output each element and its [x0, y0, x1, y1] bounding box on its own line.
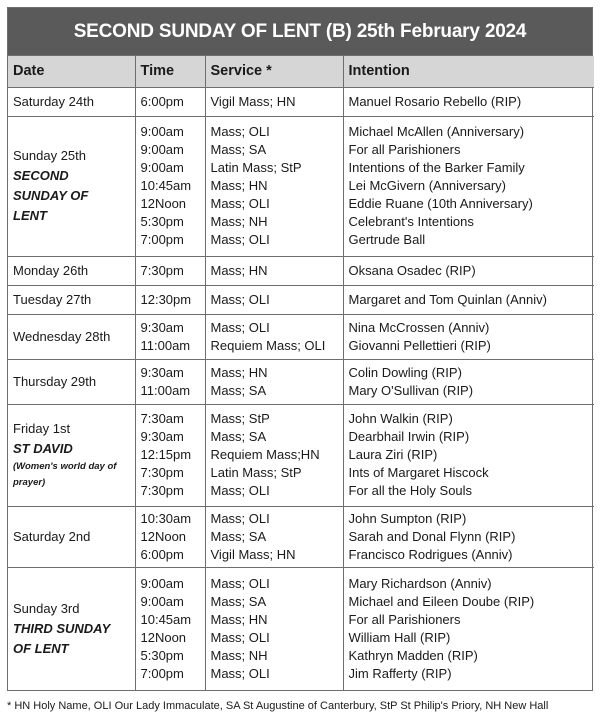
- intention-cell: [343, 506, 594, 567]
- time-cell: [135, 567, 205, 691]
- intention-cell: [343, 359, 594, 404]
- service-cell: [205, 285, 343, 314]
- intention-value: Laura Ziri (RIP): [348, 447, 438, 462]
- note-label: (Women's world day of prayer): [13, 461, 117, 488]
- service-value: Mass; HN: [210, 364, 268, 380]
- service-cell: [205, 506, 343, 567]
- time-value: 12:15pm: [140, 447, 192, 462]
- page-title: SECOND SUNDAY OF LENT (B) 25th February 2024: [8, 8, 592, 56]
- schedule-body: [8, 87, 594, 691]
- date-cell: [8, 359, 135, 404]
- service-cell: [205, 256, 343, 285]
- intention-value: For all the Holy Souls: [348, 483, 473, 498]
- feast-label: ST DAVID: [13, 441, 73, 456]
- intention-value: Mary Richardson (Anniv): [348, 576, 492, 592]
- intention-value: Margaret and Tom Quinlan (Anniv): [348, 291, 547, 307]
- service-value: Mass; HN: [210, 612, 268, 628]
- intention-value: For all Parishioners: [348, 612, 461, 628]
- header-row: [8, 56, 594, 87]
- date-label: Thursday 29th: [13, 373, 97, 389]
- time-value: 12Noon: [140, 196, 187, 211]
- time-value: 12Noon: [140, 528, 187, 544]
- intention-value: Jim Rafferty (RIP): [348, 666, 452, 682]
- intention-value: Intentions of the Barker Family: [348, 160, 525, 175]
- date-cell: [8, 567, 135, 691]
- time-cell: [135, 116, 205, 256]
- schedule-row: [8, 285, 594, 314]
- schedule-row: [8, 404, 594, 506]
- service-value: Mass; OLI: [210, 232, 270, 247]
- intention-value: William Hall (RIP): [348, 630, 451, 646]
- schedule-row: [8, 567, 594, 691]
- service-value: Mass; SA: [210, 382, 267, 398]
- intention-value: Michael and Eileen Doube (RIP): [348, 594, 535, 610]
- intention-value: Manuel Rosario Rebello (RIP): [348, 93, 522, 109]
- date-label: Sunday 3rd: [13, 601, 80, 617]
- date-cell: [8, 314, 135, 359]
- schedule-row: [8, 314, 594, 359]
- intention-value: Colin Dowling (RIP): [348, 364, 462, 380]
- time-value: 9:00am: [140, 160, 184, 175]
- date-label: Saturday 2nd: [13, 528, 91, 544]
- time-value: 11:00am: [140, 382, 191, 398]
- service-value: Mass; OLI: [210, 196, 270, 211]
- service-value: Mass; HN: [210, 178, 268, 193]
- service-cell: [205, 87, 343, 116]
- intention-header: Intention: [343, 56, 594, 87]
- intention-value: Eddie Ruane (10th Anniversary): [348, 196, 533, 211]
- time-value: 6:00pm: [140, 93, 184, 109]
- service-value: Mass; NH: [210, 214, 268, 229]
- service-cell: [205, 567, 343, 691]
- service-value: Requiem Mass; OLI: [210, 337, 326, 353]
- schedule-row: [8, 116, 594, 256]
- time-value: 10:45am: [140, 178, 192, 193]
- intention-value: John Walkin (RIP): [348, 411, 453, 426]
- date-cell: [8, 506, 135, 567]
- time-value: 7:00pm: [140, 232, 184, 247]
- schedule-row: [8, 359, 594, 404]
- service-cell: [205, 314, 343, 359]
- date-label: Saturday 24th: [13, 93, 94, 109]
- service-value: Mass; OLI: [210, 124, 270, 139]
- intention-value: Gertrude Ball: [348, 232, 426, 247]
- service-value: Mass; StP: [210, 411, 270, 426]
- service-value: Vigil Mass; HN: [210, 546, 296, 562]
- time-header: Time: [135, 56, 205, 87]
- intention-value: Celebrant's Intentions: [348, 214, 474, 229]
- service-value: Mass; OLI: [210, 576, 270, 592]
- date-label: Wednesday 28th: [13, 328, 111, 344]
- intention-cell: [343, 314, 594, 359]
- intention-value: John Sumpton (RIP): [348, 510, 467, 526]
- service-cell: [205, 359, 343, 404]
- service-value: Mass; OLI: [210, 666, 270, 682]
- time-value: 12Noon: [140, 630, 187, 646]
- time-value: 6:00pm: [140, 546, 184, 562]
- time-value: 10:30am: [140, 510, 192, 526]
- intention-value: Oksana Osadec (RIP): [348, 262, 476, 278]
- time-cell: [135, 506, 205, 567]
- time-value: 9:30am: [140, 319, 184, 335]
- time-value: 9:00am: [140, 576, 184, 592]
- service-value: Mass; OLI: [210, 319, 270, 335]
- service-value: Mass; SA: [210, 429, 267, 444]
- intention-cell: [343, 87, 594, 116]
- time-cell: [135, 404, 205, 506]
- time-value: 10:45am: [140, 612, 192, 628]
- feast-label: SECOND SUNDAY OF LENT: [13, 168, 89, 223]
- service-value: Mass; HN: [210, 262, 268, 278]
- intention-cell: [343, 567, 594, 691]
- intention-cell: [343, 256, 594, 285]
- time-value: 7:30pm: [140, 262, 184, 278]
- time-value: 7:30pm: [140, 465, 184, 480]
- time-value: 7:30am: [140, 411, 184, 426]
- footnote: * HN Holy Name, OLI Our Lady Immaculate, SA St Augustine of Canterbury, StP St Philip's Priory, NH New Hall: [7, 700, 549, 712]
- date-cell: [8, 404, 135, 506]
- intention-value: Ints of Margaret Hiscock: [348, 465, 489, 480]
- service-cell: [205, 404, 343, 506]
- service-cell: [205, 116, 343, 256]
- service-value: Latin Mass; StP: [210, 465, 302, 480]
- service-value: Mass; OLI: [210, 483, 270, 498]
- schedule-row: [8, 87, 594, 116]
- service-value: Mass; SA: [210, 142, 267, 157]
- service-value: Mass; NH: [210, 648, 268, 664]
- date-label: Tuesday 27th: [13, 291, 92, 307]
- intention-value: Mary O'Sullivan (RIP): [348, 382, 474, 398]
- service-value: Mass; OLI: [210, 291, 270, 307]
- time-cell: [135, 285, 205, 314]
- date-cell: [8, 256, 135, 285]
- service-value: Mass; OLI: [210, 630, 270, 646]
- service-value: Latin Mass; StP: [210, 160, 302, 175]
- time-value: 9:00am: [140, 124, 184, 139]
- intention-cell: [343, 285, 594, 314]
- time-cell: [135, 256, 205, 285]
- service-value: Mass; SA: [210, 528, 267, 544]
- time-value: 7:30pm: [140, 483, 184, 498]
- intention-value: Kathryn Madden (RIP): [348, 648, 478, 664]
- service-header: Service *: [205, 56, 343, 87]
- date-label: Sunday 25th: [13, 148, 87, 163]
- time-value: 12:30pm: [140, 291, 192, 307]
- time-value: 7:00pm: [140, 666, 184, 682]
- intention-value: Sarah and Donal Flynn (RIP): [348, 528, 516, 544]
- intention-cell: [343, 116, 594, 256]
- time-value: 11:00am: [140, 337, 191, 353]
- date-label: Monday 26th: [13, 262, 89, 278]
- service-value: Vigil Mass; HN: [210, 93, 296, 109]
- date-label: Friday 1st: [13, 421, 71, 436]
- mass-schedule: [7, 7, 593, 691]
- time-value: 9:00am: [140, 594, 184, 610]
- schedule-row: [8, 256, 594, 285]
- intention-value: For all Parishioners: [348, 142, 461, 157]
- time-value: 5:30pm: [140, 214, 184, 229]
- time-cell: [135, 87, 205, 116]
- intention-value: Michael McAllen (Anniversary): [348, 124, 525, 139]
- time-cell: [135, 359, 205, 404]
- service-value: Mass; OLI: [210, 510, 270, 526]
- date-header: Date: [8, 56, 135, 87]
- time-cell: [135, 314, 205, 359]
- date-cell: [8, 285, 135, 314]
- time-value: 5:30pm: [140, 648, 184, 664]
- intention-cell: [343, 404, 594, 506]
- time-value: 9:30am: [140, 364, 184, 380]
- intention-value: Giovanni Pellettieri (RIP): [348, 337, 491, 353]
- feast-label: THIRD SUNDAY OF LENT: [13, 621, 111, 657]
- intention-value: Francisco Rodrigues (Anniv): [348, 546, 513, 562]
- service-value: Requiem Mass;HN: [210, 447, 320, 462]
- intention-value: Lei McGivern (Anniversary): [348, 178, 506, 193]
- schedule-row: [8, 506, 594, 567]
- time-value: 9:30am: [140, 429, 184, 444]
- intention-value: Dearbhail Irwin (RIP): [348, 429, 470, 444]
- time-value: 9:00am: [140, 142, 184, 157]
- date-cell: [8, 87, 135, 116]
- intention-value: Nina McCrossen (Anniv): [348, 319, 490, 335]
- date-cell: [8, 116, 135, 256]
- service-value: Mass; SA: [210, 594, 267, 610]
- schedule-table: [8, 56, 594, 691]
